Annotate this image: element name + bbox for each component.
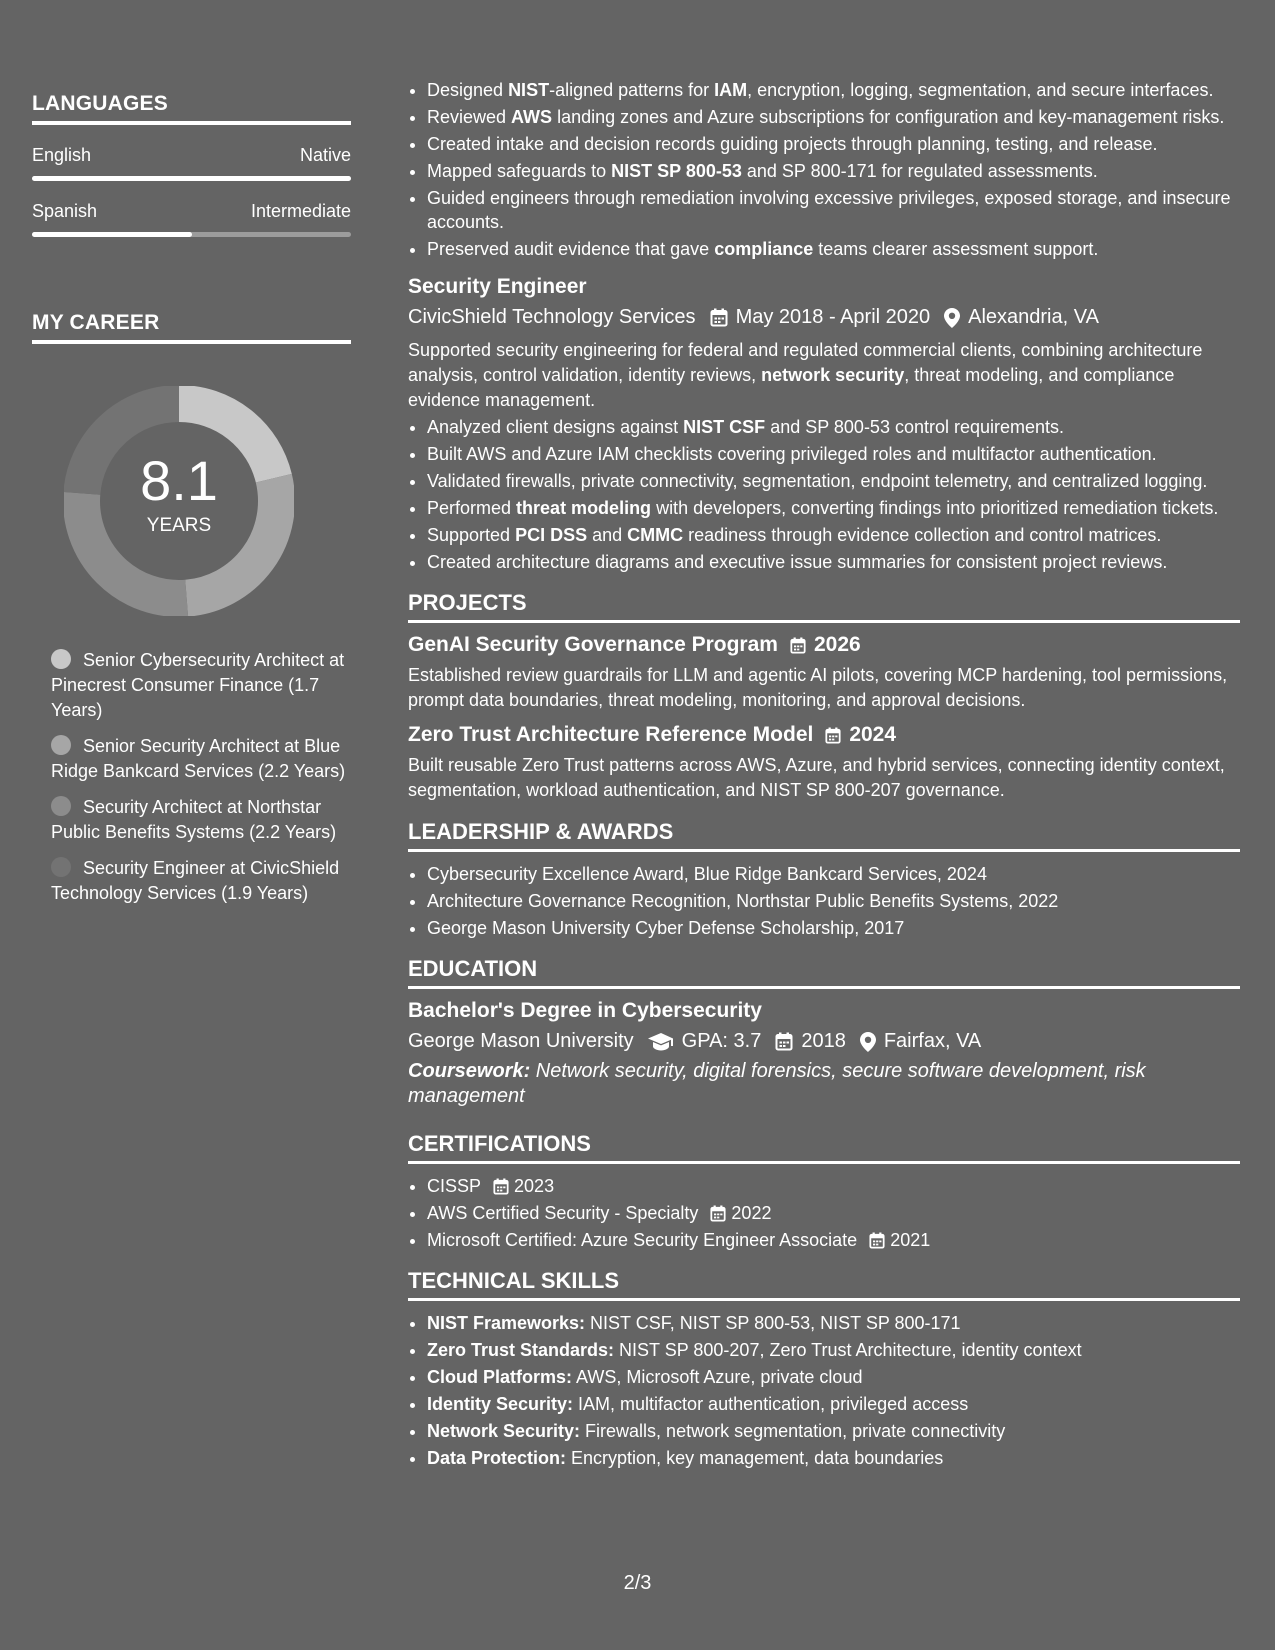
bold-text: CMMC	[627, 525, 684, 545]
language-row	[32, 145, 351, 166]
certification-year: 2023	[514, 1176, 555, 1196]
text-segment: and	[587, 525, 628, 545]
text-segment: Performed	[427, 498, 517, 518]
calendar-icon	[493, 1178, 509, 1195]
skill-item	[427, 1446, 1240, 1470]
job-company: CivicShield Technology Services	[408, 306, 696, 328]
career-heading: MY CAREER	[32, 311, 351, 344]
career-legend-item	[51, 734, 351, 784]
certification-year: 2022	[731, 1203, 772, 1223]
career-years-unit: YEARS	[146, 515, 212, 536]
skill-label: Data Protection:	[427, 1448, 567, 1468]
calendar-icon	[710, 308, 728, 327]
text-segment: Reviewed	[427, 107, 512, 127]
text-segment: Analyzed client designs against	[427, 417, 684, 437]
education-heading: EDUCATION	[408, 956, 1240, 989]
awards-list	[408, 862, 1240, 940]
skill-label: NIST Frameworks:	[427, 1313, 586, 1333]
bold-text: compliance	[714, 239, 814, 259]
bold-text: NIST CSF	[683, 417, 766, 437]
list-item	[427, 550, 1240, 574]
list-item	[427, 105, 1240, 129]
bold-text: NIST SP 800-53	[611, 161, 742, 181]
location-pin-icon	[944, 308, 960, 328]
career-legend-item	[51, 795, 351, 845]
text-segment: with developers, converting findings into prioritized remediation tickets.	[651, 498, 1219, 518]
language-level-fill	[32, 232, 192, 237]
list-item	[427, 469, 1240, 493]
project-title	[408, 633, 1240, 657]
text-segment: , encryption, logging, segmentation, and secure interfaces.	[747, 80, 1214, 100]
languages-list	[32, 145, 351, 237]
projects-list	[408, 633, 1240, 803]
coursework-label: Coursework:	[408, 1060, 531, 1082]
gpa: GPA: 3.7	[681, 1030, 762, 1052]
skill-label: Zero Trust Standards:	[427, 1340, 615, 1360]
school-name: George Mason University	[408, 1030, 634, 1052]
list-item	[427, 78, 1240, 102]
certification-item	[427, 1201, 1240, 1225]
language-row	[32, 201, 351, 222]
language-level-fill	[32, 176, 351, 181]
text-segment: Supported security engineering for federal and regulated commercial clients, combining architecture analysis, control validation, identity reviews,	[408, 340, 1203, 385]
list-item	[427, 159, 1240, 183]
text-segment: Created architecture diagrams and executive issue summaries for consistent project reviews.	[427, 552, 1168, 572]
job-location: Alexandria, VA	[968, 306, 1099, 328]
awards-heading: LEADERSHIP & AWARDS	[408, 819, 1240, 852]
project-description: Established review guardrails for LLM and agentic AI pilots, covering MCP hardening, tool permissions, prompt data boundaries, threat modeling, monitoring, and approval decisions.	[408, 665, 1228, 710]
certification-row	[427, 1201, 1240, 1225]
career-legend-label: Senior Security Architect at Blue Ridge Bankcard Services (2.2 Years)	[51, 736, 346, 781]
career-legend-item	[51, 856, 351, 906]
text-segment: Guided engineers through remediation involving excessive privileges, exposed storage, and insecure accounts.	[427, 188, 1231, 232]
calendar-icon	[710, 1205, 726, 1222]
career-donut	[64, 386, 294, 616]
text-segment: Created intake and decision records guiding projects through planning, testing, and release.	[427, 134, 1158, 154]
projects-heading: PROJECTS	[408, 590, 1240, 623]
certification-item	[427, 1228, 1240, 1252]
donut-center	[64, 386, 294, 616]
list-item	[427, 442, 1240, 466]
sidebar	[32, 92, 351, 917]
language-item	[32, 201, 351, 237]
job-bullets	[408, 415, 1240, 574]
award-item: • George Mason University Cyber Defense Scholarship, 2017	[427, 916, 1240, 940]
graduation-cap-icon	[648, 1033, 674, 1051]
language-level: Native	[299, 145, 351, 165]
text-segment: Validated firewalls, private connectivity, segmentation, endpoint telemetry, and centralized logging.	[427, 471, 1208, 491]
skill-value: NIST CSF, NIST SP 800-53, NIST SP 800-171	[585, 1313, 961, 1333]
list-item	[427, 496, 1240, 520]
skill-label: Network Security:	[427, 1421, 581, 1441]
language-level-bar	[32, 176, 351, 181]
list-item	[427, 237, 1240, 261]
graduation-year: 2018	[801, 1030, 846, 1052]
legend-dot	[51, 735, 71, 755]
list-item	[427, 415, 1240, 439]
job-dates: May 2018 - April 2020	[735, 306, 931, 328]
bold-text: PCI DSS	[515, 525, 588, 545]
skill-item	[427, 1365, 1240, 1389]
text-segment: , threat modeling, and compliance evidence management.	[408, 365, 1175, 410]
project-title	[408, 723, 1240, 747]
list-item	[427, 186, 1240, 234]
award-item: • Architecture Governance Recognition, Northstar Public Benefits Systems, 2022	[427, 889, 1240, 913]
calendar-icon	[790, 637, 806, 654]
text-segment: Built AWS and Azure IAM checklists covering privileged roles and multifactor authentication.	[427, 444, 1157, 464]
award-item: • Cybersecurity Excellence Award, Blue Ridge Bankcard Services, 2024	[427, 862, 1240, 886]
calendar-icon	[825, 727, 841, 744]
certification-row	[427, 1228, 1240, 1252]
calendar-icon	[775, 1032, 793, 1051]
skill-value: NIST SP 800-207, Zero Trust Architecture, identity context	[614, 1340, 1082, 1360]
skills-list	[408, 1311, 1240, 1470]
project-name: Zero Trust Architecture Reference Model	[408, 723, 814, 746]
certification-item	[427, 1174, 1240, 1198]
certifications-heading: CERTIFICATIONS	[408, 1131, 1240, 1164]
text-segment: Preserved audit evidence that gave	[427, 239, 715, 259]
main-column	[408, 78, 1240, 1473]
skill-value: IAM, multifactor authentication, privileged access	[573, 1394, 969, 1414]
page-number: 2/3	[623, 1572, 652, 1594]
calendar-icon	[869, 1232, 885, 1249]
career-legend-label: Senior Cybersecurity Architect at Pinecrest Consumer Finance (1.7 Years)	[51, 650, 345, 720]
language-name: Spanish	[32, 201, 98, 221]
career-legend	[32, 648, 351, 906]
certifications-list	[408, 1174, 1240, 1252]
skill-item	[427, 1392, 1240, 1416]
project-year: 2024	[849, 723, 897, 746]
languages-heading: LANGUAGES	[32, 92, 351, 125]
coursework	[408, 1059, 1240, 1109]
text-segment: readiness through evidence collection and control matrices.	[683, 525, 1162, 545]
degree-title: Bachelor's Degree in Cybersecurity	[408, 999, 762, 1022]
bold-text: network security	[761, 365, 905, 385]
career-legend-label: Security Engineer at CivicShield Technology Services (1.9 Years)	[51, 858, 340, 903]
text-segment: and SP 800-53 control requirements.	[765, 417, 1065, 437]
skill-item	[427, 1311, 1240, 1335]
text-segment: Designed	[427, 80, 509, 100]
certification-row	[427, 1174, 1240, 1198]
certification-name: • Microsoft Certified: Azure Security Engineer Associate	[427, 1230, 858, 1250]
text-segment: and SP 800-171 for regulated assessments.	[741, 161, 1098, 181]
previous-job-bullets	[408, 78, 1240, 261]
skill-item	[427, 1338, 1240, 1362]
career-legend-item	[51, 648, 351, 723]
text-segment: teams clearer assessment support.	[813, 239, 1099, 259]
project-year: 2026	[813, 633, 861, 656]
certification-name: • CISSP	[427, 1176, 482, 1196]
certification-name: • AWS Certified Security - Specialty	[427, 1203, 699, 1223]
job-title: Security Engineer	[408, 275, 587, 298]
text-segment: Mapped safeguards to	[427, 161, 612, 181]
project-description: Built reusable Zero Trust patterns across AWS, Azure, and hybrid services, connecting identity context, segmentation, workload authentication, and NIST SP 800-207 governance.	[408, 755, 1225, 800]
language-name: English	[32, 145, 92, 165]
skill-label: Identity Security:	[427, 1394, 574, 1414]
text-segment: Supported	[427, 525, 516, 545]
skill-value: Encryption, key management, data boundaries	[566, 1448, 944, 1468]
bold-text: NIST	[508, 80, 550, 100]
text-segment: landing zones and Azure subscriptions for configuration and key-management risks.	[552, 107, 1225, 127]
bold-text: threat modeling	[516, 498, 652, 518]
legend-dot	[51, 649, 71, 669]
location-pin-icon	[860, 1032, 876, 1052]
language-item	[32, 145, 351, 181]
legend-dot	[51, 796, 71, 816]
job-summary	[408, 338, 1240, 413]
job-meta	[408, 306, 1240, 329]
career-section	[32, 311, 351, 906]
skill-value: AWS, Microsoft Azure, private cloud	[572, 1367, 863, 1387]
skill-item	[427, 1419, 1240, 1443]
skill-label: Cloud Platforms:	[427, 1367, 573, 1387]
language-level: Intermediate	[250, 201, 351, 221]
language-level-bar	[32, 232, 351, 237]
list-item	[427, 523, 1240, 547]
education-meta	[408, 1030, 1240, 1053]
coursework-text: Network security, digital forensics, secure software development, risk management	[408, 1060, 1146, 1107]
skill-value: Firewalls, network segmentation, private connectivity	[580, 1421, 1006, 1441]
project-name: GenAI Security Governance Program	[408, 633, 778, 656]
bold-text: AWS	[511, 107, 553, 127]
text-segment: -aligned patterns for	[549, 80, 715, 100]
bold-text: IAM	[714, 80, 748, 100]
career-total-years: 8.1	[140, 449, 218, 512]
list-item	[427, 132, 1240, 156]
skills-heading: TECHNICAL SKILLS	[408, 1268, 1240, 1301]
school-location: Fairfax, VA	[883, 1030, 982, 1052]
legend-dot	[51, 857, 71, 877]
career-legend-label: Security Architect at Northstar Public Benefits Systems (2.2 Years)	[51, 797, 337, 842]
certification-year: 2021	[890, 1230, 931, 1250]
